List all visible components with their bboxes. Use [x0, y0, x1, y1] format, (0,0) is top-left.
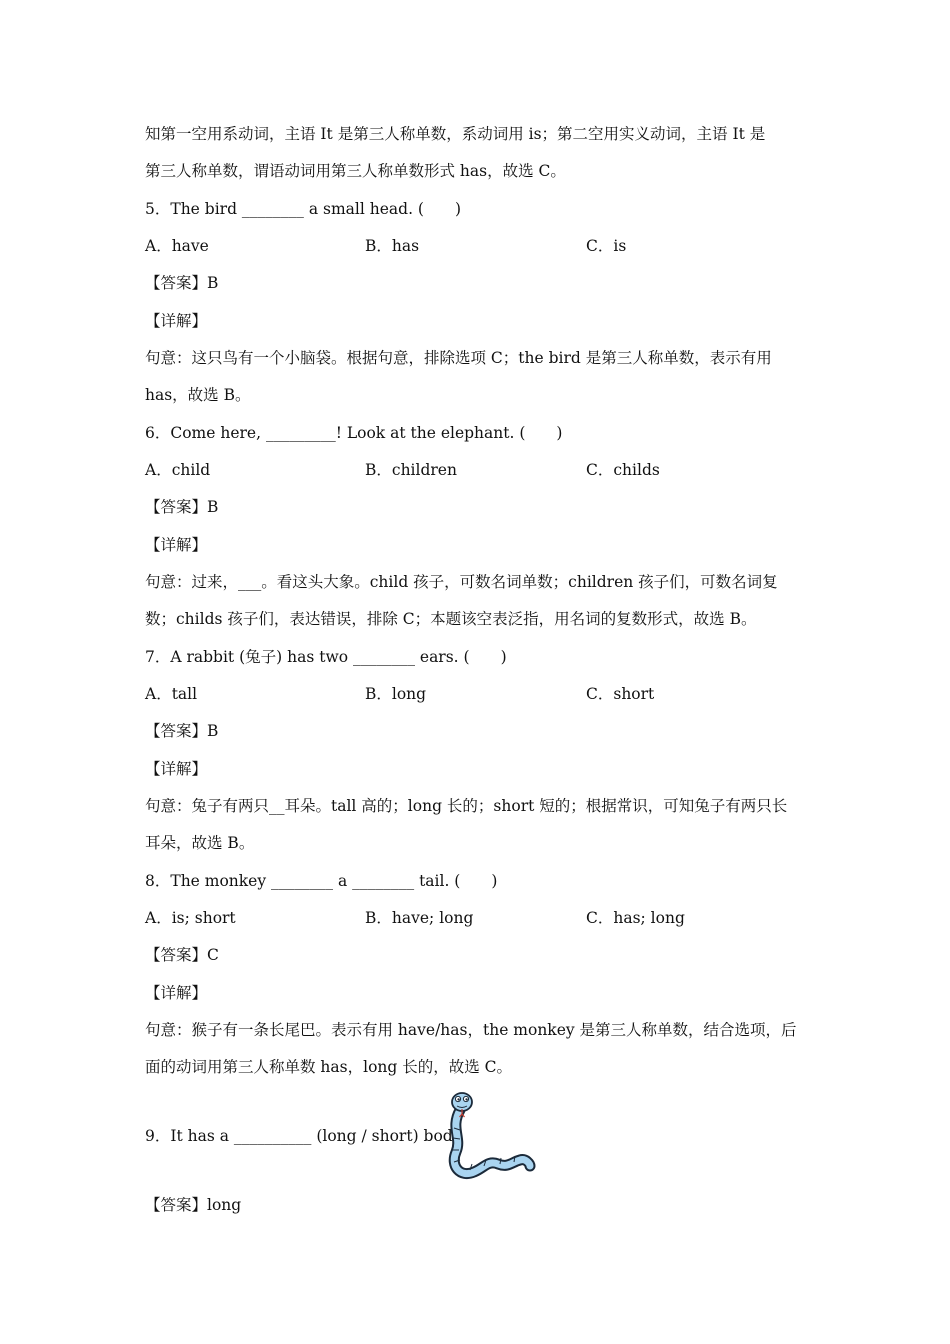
q6-explanation-line: 句意：过来，___。看这头大象。child 孩子，可数名词单数；children 孩子们，可数名词复: [145, 573, 778, 591]
q7-detail-heading: 【详解】: [145, 760, 208, 778]
question-5: 5．The bird ________ a small head. ( ): [145, 200, 462, 218]
q5-explanation-line: has，故选 B。: [145, 386, 251, 404]
q7-explanation-line: 句意：兔子有两只__耳朵。tall 高的；long 长的；short 短的；根据常识，可知兔子有两只长: [145, 797, 788, 815]
explanation-line: 第三人称单数，谓语动词用第三人称单数形式 has，故选 C。: [145, 162, 566, 180]
q9-answer: 【答案】long: [145, 1196, 242, 1214]
q6-option-b: B．children: [365, 461, 457, 479]
q7-explanation-line: 耳朵，故选 B。: [145, 834, 255, 852]
snake-illustration-icon: [440, 1088, 536, 1184]
q7-option-a: A．tall: [145, 685, 198, 703]
q5-option-a: A．have: [145, 237, 209, 255]
question-9: 9．It has a __________ (long / short) body.: [145, 1127, 465, 1145]
q7-answer: 【答案】B: [145, 722, 219, 740]
q5-option-b: B．has: [365, 237, 420, 255]
q6-option-a: A．child: [145, 461, 211, 479]
question-7: 7．A rabbit (兔子) has two ________ ears. ( ): [145, 648, 507, 666]
q6-answer: 【答案】B: [145, 498, 219, 516]
q7-option-c: C．short: [586, 685, 655, 703]
question-6: 6．Come here, _________! Look at the elephant. ( ): [145, 424, 563, 442]
q8-explanation-line: 面的动词用第三人称单数 has，long 长的，故选 C。: [145, 1058, 513, 1076]
q5-detail-heading: 【详解】: [145, 312, 208, 330]
q5-option-c: C．is: [586, 237, 627, 255]
q5-explanation-line: 句意：这只鸟有一个小脑袋。根据句意，排除选项 C；the bird 是第三人称单数，表示有用: [145, 349, 772, 367]
q8-option-b: B．have; long: [365, 909, 474, 927]
q8-option-c: C．has; long: [586, 909, 685, 927]
q5-answer: 【答案】B: [145, 274, 219, 292]
q8-option-a: A．is; short: [145, 909, 236, 927]
q8-explanation-line: 句意：猴子有一条长尾巴。表示有用 have/has，the monkey 是第三人称单数，结合选项，后: [145, 1021, 797, 1039]
question-8: 8．The monkey ________ a ________ tail. ( ): [145, 872, 498, 890]
q6-explanation-line: 数；childs 孩子们，表达错误，排除 C；本题该空表泛指，用名词的复数形式，故选 B。: [145, 610, 757, 628]
q7-option-b: B．long: [365, 685, 427, 703]
explanation-line: 知第一空用系动词，主语 It 是第三人称单数，系动词用 is；第二空用实义动词，主语 It 是: [145, 125, 766, 143]
q6-detail-heading: 【详解】: [145, 536, 208, 554]
q8-detail-heading: 【详解】: [145, 984, 208, 1002]
q6-option-c: C．childs: [586, 461, 660, 479]
q8-answer: 【答案】C: [145, 946, 219, 964]
